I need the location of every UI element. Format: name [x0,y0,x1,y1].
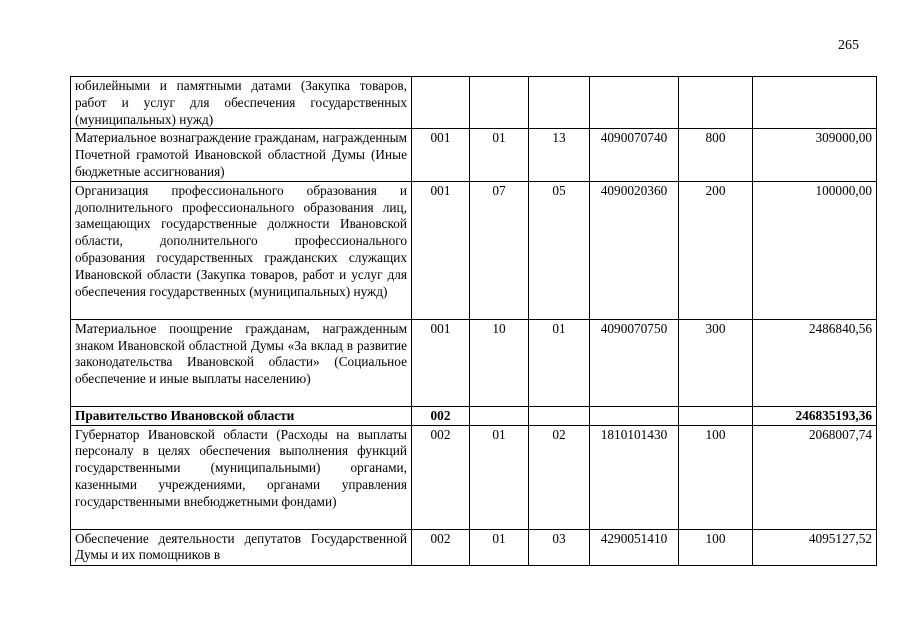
row-target-article-code: 1810101430 [590,425,679,529]
table-row [71,129,877,181]
page-number: 265 [838,38,859,53]
budget-table [70,76,877,566]
row-amount: 2068007,74 [753,425,877,529]
row-department-code: 002 [412,425,470,529]
row-expense-type-code [679,77,753,129]
row-section-code [470,406,529,425]
row-subsection-code [529,77,590,129]
row-section-code: 07 [470,181,529,319]
row-expense-type-code [679,406,753,425]
row-description: Губернатор Ивановской области (Расходы на выплаты персоналу в целях обеспечения выполнения функций государственными (муниципальными) органами, казенными учреждениями, органами управления государственными внебюджетными фондами) [71,425,412,529]
row-section-code: 01 [470,425,529,529]
row-description: Обеспечение деятельности депутатов Государственной Думы и их помощников в [71,529,412,565]
row-expense-type-code: 300 [679,319,753,406]
row-target-article-code: 4290051410 [590,529,679,565]
row-amount: 100000,00 [753,181,877,319]
row-description: Организация профессионального образования и дополнительного профессионального образования лиц, замещающих государственные должности Ивановской области, дополнительного профессионального образования государственных гражданских служащих Ивановской области (Закупка товаров, работ и услуг для обеспечения государственных (муниципальных) нужд) [71,181,412,319]
row-expense-type-code: 100 [679,529,753,565]
row-expense-type-code: 800 [679,129,753,181]
row-department-code: 001 [412,181,470,319]
row-expense-type-code: 100 [679,425,753,529]
row-amount: 2486840,56 [753,319,877,406]
row-amount: 246835193,36 [753,406,877,425]
row-amount: 4095127,52 [753,529,877,565]
row-description: Материальное поощрение гражданам, награжденным знаком Ивановской областной Думы «За вклад в развитие законодательства Ивановской области» (Социальное обеспечение и иные выплаты населению) [71,319,412,406]
row-description: Материальное вознаграждение гражданам, награжденным Почетной грамотой Ивановской областной Думы (Иные бюджетные ассигнования) [71,129,412,181]
row-subsection-code: 05 [529,181,590,319]
row-section-code: 01 [470,129,529,181]
table-row [71,425,877,529]
row-section-code: 10 [470,319,529,406]
table-row [71,529,877,565]
row-target-article-code [590,406,679,425]
row-subsection-code: 03 [529,529,590,565]
row-description: Правительство Ивановской области [71,406,412,425]
row-subsection-code: 01 [529,319,590,406]
row-target-article-code: 4090070740 [590,129,679,181]
row-section-code [470,77,529,129]
row-expense-type-code: 200 [679,181,753,319]
row-target-article-code: 4090070750 [590,319,679,406]
row-subsection-code [529,406,590,425]
row-department-code: 001 [412,129,470,181]
row-description: юбилейными и памятными датами (Закупка товаров, работ и услуг для обеспечения государственных (муниципальных) нужд) [71,77,412,129]
row-subsection-code: 02 [529,425,590,529]
row-section-code: 01 [470,529,529,565]
row-department-code [412,77,470,129]
row-target-article-code: 4090020360 [590,181,679,319]
table-row [71,77,877,129]
row-amount: 309000,00 [753,129,877,181]
row-amount [753,77,877,129]
table-row-department-total [71,406,877,425]
row-target-article-code [590,77,679,129]
row-department-code: 002 [412,529,470,565]
row-subsection-code: 13 [529,129,590,181]
row-department-code: 001 [412,319,470,406]
table-row [71,319,877,406]
row-department-code: 002 [412,406,470,425]
table-row [71,181,877,319]
